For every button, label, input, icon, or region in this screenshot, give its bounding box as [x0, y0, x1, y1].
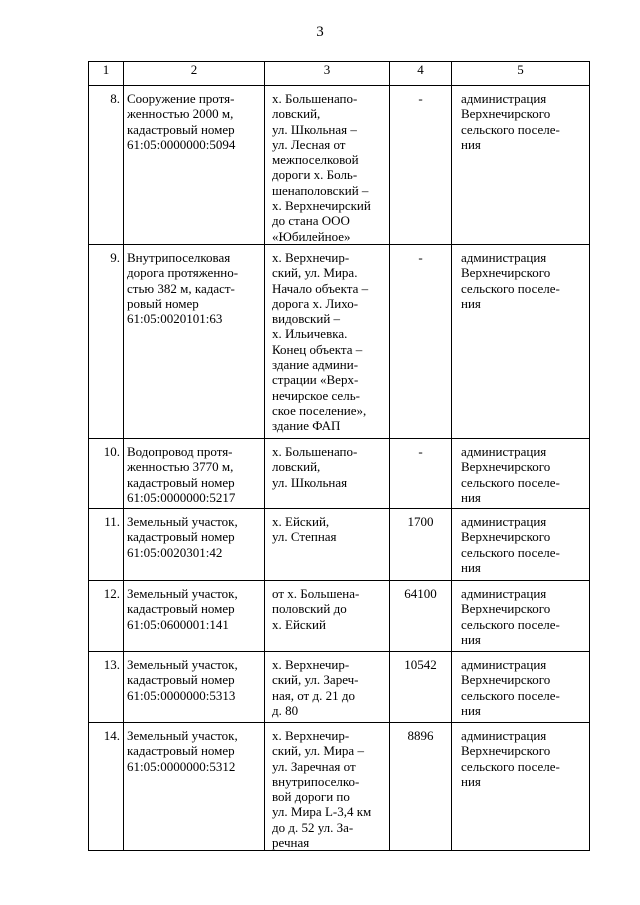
- row-number: 13.: [103, 656, 120, 672]
- row-number: 12.: [103, 585, 120, 601]
- column-header: 4: [390, 62, 452, 86]
- table-row: [89, 580, 590, 651]
- property-registry-table: [88, 61, 590, 851]
- table-header-row: [89, 62, 590, 86]
- object-area: -: [418, 443, 423, 459]
- object-area: -: [418, 91, 423, 106]
- object-description: Земельный участок, кадастровый номер 61:05:0020301:42: [127, 513, 238, 560]
- row-number: 11.: [104, 513, 120, 529]
- column-header: 3: [265, 62, 390, 86]
- table-row: [89, 438, 590, 508]
- column-header: 1: [89, 62, 124, 86]
- column-header: 2: [124, 62, 265, 86]
- object-description: Земельный участок, кадастровый номер 61:05:0000000:5313: [127, 656, 238, 703]
- object-location: х. Верхнечир- ский, ул. Мира. Начало объекта – дорога х. Лихо- видовский – х. Ильичевка. Конец объекта – здание админи- страции «Верх- нечирское сель- ское поселение», здание ФАП: [272, 249, 369, 434]
- object-area: -: [418, 249, 423, 265]
- row-number: 10.: [103, 443, 120, 459]
- object-description: Сооружение протя- женностью 2000 м, кадастровый номер 61:05:0000000:5094: [127, 91, 236, 152]
- object-location: х. Большенапо- ловский, ул. Школьная – ул. Лесная от межпоселковой дороги х. Боль- шенаполовский – х. Верхнечирский до стана ООО «Юбилейное»: [272, 91, 371, 244]
- object-location: х. Верхнечир- ский, ул. Мира – ул. Заречная от внутрипоселко- вой дороги по ул. Мира L-3,4 км до д. 52 ул. За- речная: [272, 727, 372, 851]
- table-row: [89, 244, 590, 438]
- row-number: 14.: [103, 727, 120, 743]
- object-owner: администрация Верхнечирского сельского поселе- ния: [461, 513, 560, 575]
- table-row: [89, 651, 590, 722]
- object-owner: администрация Верхнечирского сельского поселе- ния: [461, 249, 560, 311]
- object-description: Земельный участок, кадастровый номер 61:05:0000000:5312: [127, 727, 238, 774]
- object-location: х. Верхнечир- ский, ул. Зареч- ная, от д. 21 до д. 80: [272, 656, 359, 718]
- object-owner: администрация Верхнечирского сельского поселе- ния: [461, 443, 560, 505]
- object-owner: администрация Верхнечирского сельского поселе- ния: [461, 656, 560, 718]
- object-owner: администрация Верхнечирского сельского поселе- ния: [461, 727, 560, 789]
- row-number: 8.: [110, 91, 120, 106]
- object-description: Водопровод протя- женностью 3770 м, кадастровый номер 61:05:0000000:5217: [127, 443, 236, 505]
- column-header: 5: [452, 62, 590, 86]
- object-area: 10542: [404, 656, 437, 672]
- table-row: [89, 86, 590, 245]
- page-number: 3: [316, 24, 324, 40]
- object-location: х. Большенапо- ловский, ул. Школьная: [272, 443, 358, 490]
- table-row: [89, 508, 590, 580]
- object-owner: администрация Верхнечирского сельского поселе- ния: [461, 91, 560, 152]
- table-row: [89, 722, 590, 850]
- object-area: 1700: [407, 513, 434, 529]
- object-area: 64100: [404, 585, 437, 601]
- object-owner: администрация Верхнечирского сельского поселе- ния: [461, 585, 560, 647]
- row-number: 9.: [110, 249, 120, 265]
- object-description: Земельный участок, кадастровый номер 61:05:0600001:141: [127, 585, 238, 632]
- object-location: х. Ейский, ул. Степная: [272, 513, 337, 545]
- object-description: Внутрипоселковая дорога протяженно- стью 382 м, кадаст- ровый номер 61:05:0020101:63: [127, 249, 239, 327]
- object-location: от х. Большена- половский до х. Ейский: [272, 585, 360, 632]
- object-area: 8896: [407, 727, 434, 743]
